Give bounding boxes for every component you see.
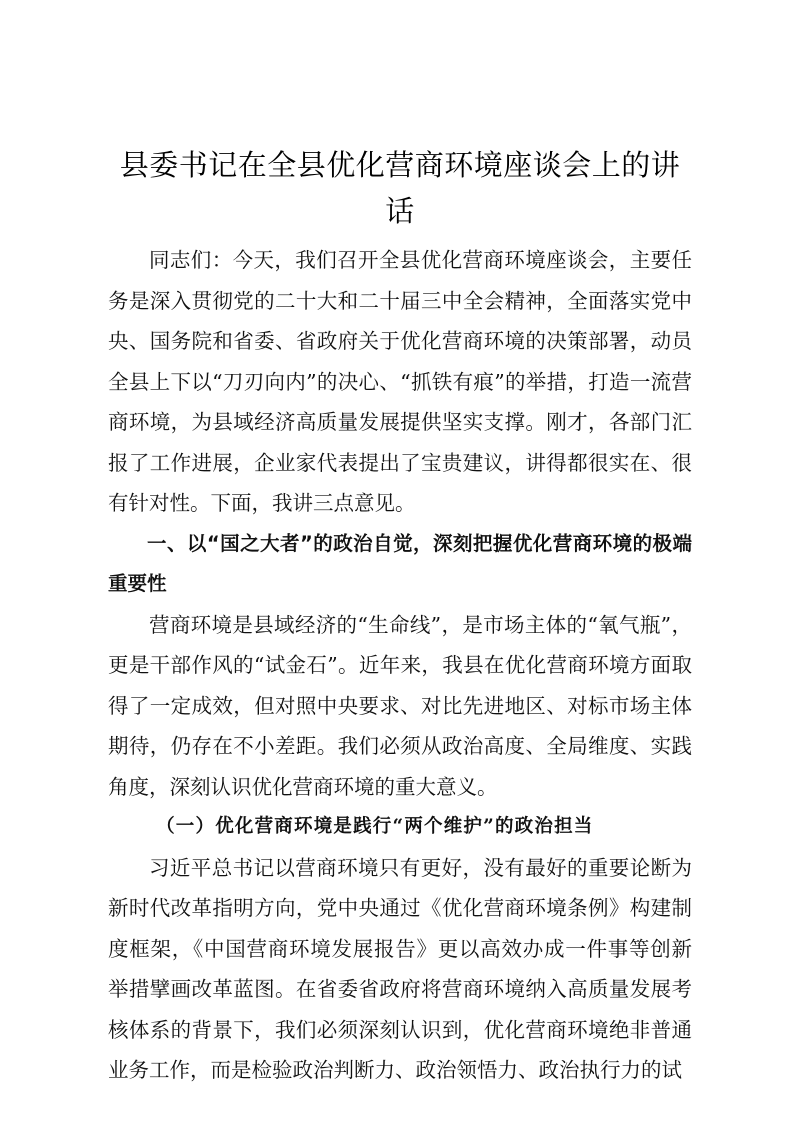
document-title: 县委书记在全县优化营商环境座谈会上的讲话 — [119, 148, 681, 228]
paragraph-subsection-1: 习近平总书记以营商环境只有更好，没有最好的重要论断为新时代改革指明方向，党中央通过《优化营商环境条例》构建制度框架，《中国营商环境发展报告》更以高效办成一件事等创新举措擘画改革蓝图。在省委省政府将营商环境纳入高质量发展考核体系的背景下，我们必须深刻认识到，优化营商环境绝非普通业务工作，而是检验政治判断力、政治领悟力、政治执行力的试 — [108, 855, 692, 1082]
section-heading-1: 一、以“国之大者”的政治自觉，深刻把握优化营商环境的极端重要性 — [108, 531, 692, 595]
document-page — [108, 142, 692, 1091]
paragraph-opening: 同志们：今天，我们召开全县优化营商环境座谈会，主要任务是深入贯彻党的二十大和二十届三中全会精神，全面落实党中央、国务院和省委、省政府关于优化营商环境的决策部署，动员全县上下以“刀刃向内”的决心、“抓铁有痕”的举措，打造一流营商环境，为县域经济高质量发展提供坚实支撑。刚才，各部门汇报了工作进展，企业家代表提出了宝贵建议，讲得都很实在、很有针对性。下面，我讲三点意见。 — [108, 248, 692, 515]
paragraph-section-1-intro: 营商环境是县域经济的“生命线”，是市场主体的“氧气瓶”，更是干部作风的“试金石”。近年来，我县在优化营商环境方面取得了一定成效，但对照中央要求、对比先进地区、对标市场主体期待，仍存在不小差距。我们必须从政治高度、全局维度、实践角度，深刻认识优化营商环境的重大意义。 — [108, 612, 692, 799]
subsection-heading-1: （一）优化营商环境是践行“两个维护”的政治担当 — [156, 816, 594, 837]
